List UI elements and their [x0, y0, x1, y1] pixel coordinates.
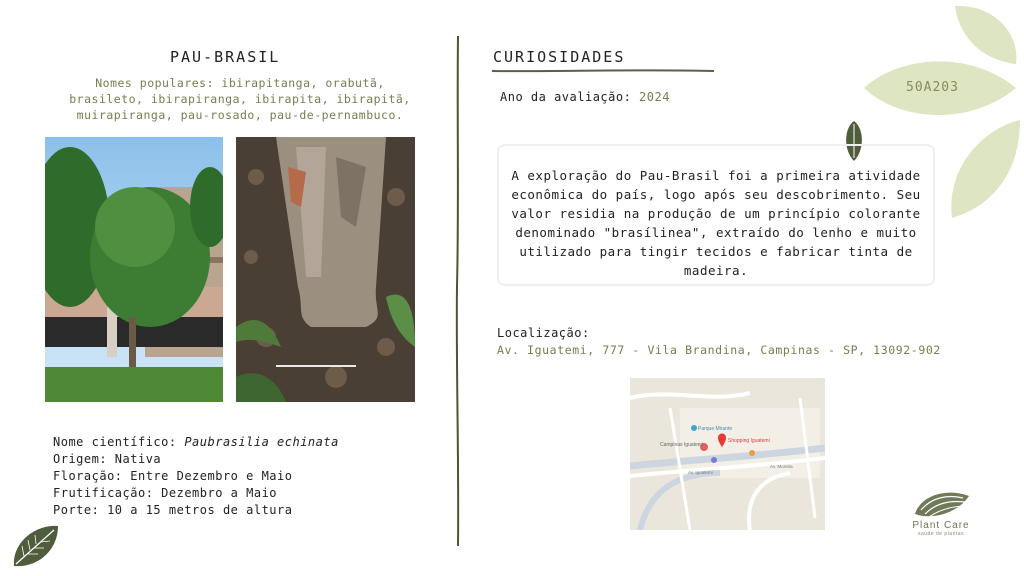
- brand-name: Plant Care: [912, 520, 970, 531]
- size-row: Porte: 10 a 15 metros de altura: [53, 503, 293, 517]
- facts-list: [53, 434, 339, 519]
- fruiting-row: Frutificação: Dezembro a Maio: [53, 486, 278, 500]
- evaluation-year: [500, 90, 670, 104]
- year-value: 2024: [639, 90, 670, 104]
- map-label: Av. Iguatemi: [688, 470, 713, 475]
- origin-row: Origem: Nativa: [53, 452, 162, 466]
- plant-care-logo: [913, 486, 971, 520]
- location-map[interactable]: [630, 378, 825, 530]
- map-label: Shopping Iguatemi: [728, 438, 770, 444]
- brand-block: [905, 520, 977, 537]
- map-label: Av. Moreira: [770, 464, 793, 469]
- brand-tagline: saúde de plantas: [917, 531, 965, 537]
- map-label: Parque Mirante: [698, 426, 733, 432]
- plant-title: PAU-BRASIL: [170, 48, 281, 66]
- popular-names: Nomes populares: ibirapitanga, orabutã, brasileto, ibirapiranga, ibirapita, ibirapitã, muirapiranga, pau-rosado, pau-de-pernambuco.: [69, 76, 411, 122]
- vertical-divider: [452, 36, 464, 546]
- location-address: Av. Iguatemi, 777 - Vila Brandina, Campinas - SP, 13092-902: [497, 343, 941, 357]
- curiosity-text: A exploração do Pau-Brasil foi a primeira atividade econômica do país, logo após seu descobrimento. Seu valor residia na produção de um princípio colorante denominado "brasílinea", extraído do lenho e muito utilizado para tingir tecidos e fabricar tinta de madeira.: [511, 168, 921, 278]
- scientific-name-value: Paubrasilia echinata: [184, 435, 339, 449]
- plant-code: 50A203: [906, 80, 959, 95]
- trunk-photo: [236, 137, 415, 402]
- flowering-row: Floração: Entre Dezembro e Maio: [53, 469, 293, 483]
- scientific-name-row: [53, 434, 339, 451]
- map-label: Campinas Iguatemi: [660, 442, 704, 448]
- year-label: Ano da avaliação:: [500, 90, 640, 104]
- section-title-curiosities: CURIOSIDADES: [493, 48, 626, 66]
- leaf-icon: [10, 522, 60, 570]
- location-label: Localização:: [497, 326, 590, 340]
- title-underline: [492, 68, 716, 74]
- scientific-name-label: Nome científico:: [53, 435, 185, 449]
- tree-photo: [45, 137, 223, 402]
